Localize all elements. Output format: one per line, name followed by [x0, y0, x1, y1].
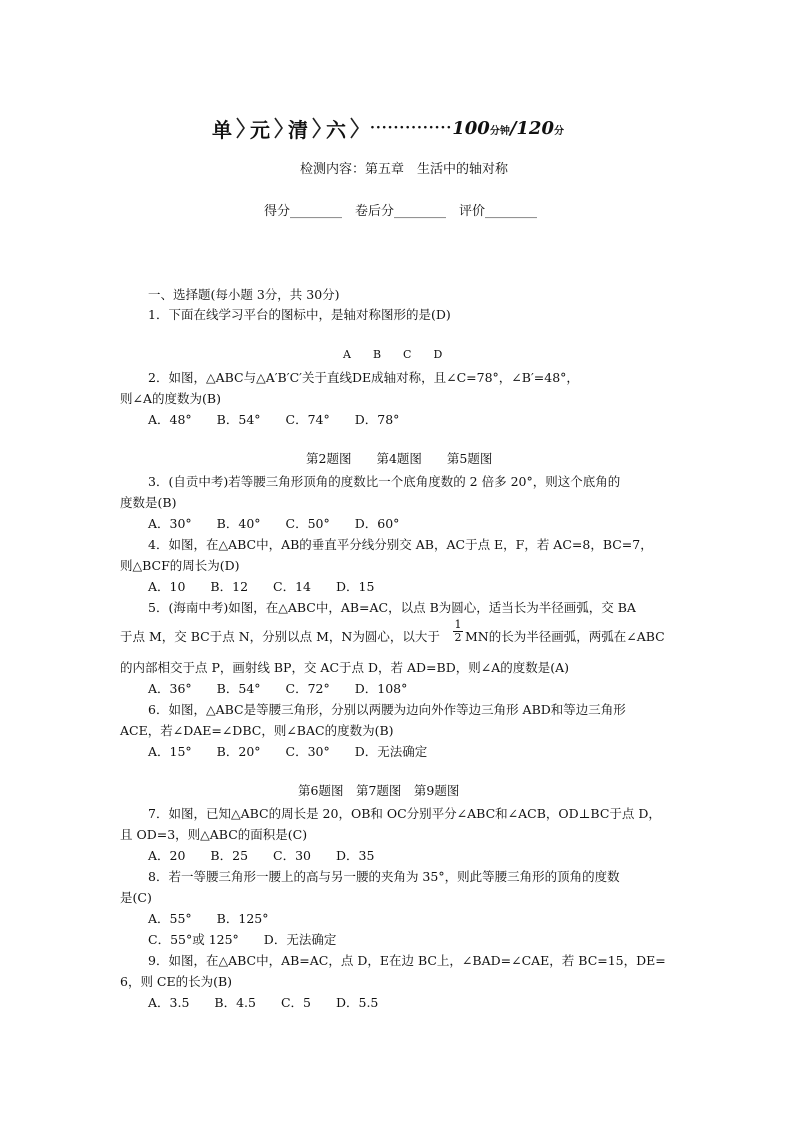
question-6-cont: ACE，若∠DAE=∠DBC，则∠BAC的度数为(B) [120, 723, 394, 738]
question-6: 6．如图，△ABC是等腰三角形，分别以两腰为边向外作等边三角形 ABD和等边三角形 [148, 702, 626, 717]
score-time-unit: 分钟 [489, 125, 510, 137]
chevron-icon [236, 116, 246, 140]
question-4-cont: 则△BCF的周长为(D) [120, 558, 240, 573]
figure-captions-2: 第6题图 第7题图 第9题图 [298, 783, 460, 798]
score-time [452, 118, 564, 139]
question-2: 2．如图，△ABC与△A′B′C′关于直线DE成轴对称，且∠C=78°，∠B′=48°， [148, 370, 579, 385]
score-time-value: 100 [452, 117, 490, 139]
section-heading: 一、选择题(每小题 3分，共 30分) [148, 287, 340, 302]
fraction [453, 619, 463, 644]
chevron-icon [350, 116, 360, 140]
score-total-unit: 分 [553, 125, 564, 137]
question-2-cont: 则∠A的度数为(B) [120, 391, 221, 406]
score-total-value: 120 [516, 117, 554, 139]
figure-captions-1: 第2题图 第4题图 第5题图 [306, 451, 493, 466]
answers-6: A．15° B．20° C．30° D．无法确定 [148, 744, 428, 759]
leader-dots: ·············· [370, 120, 453, 136]
chevron-icon [274, 116, 284, 140]
subtitle: 检测内容：第五章 生活中的轴对称 [300, 162, 509, 177]
score-sep: / [509, 117, 517, 139]
question-1: 1．下面在线学习平台的图标中，是轴对称图形的是(D) [148, 307, 451, 322]
question-7-cont: 且 OD=3，则△ABC的面积是(C) [120, 827, 308, 842]
question-5-cont-c: 的内部相交于点 P，画射线 BP，交 AC于点 D，若 AD=BD，则∠A的度数是(A) [120, 660, 570, 675]
title-char-3: 清 [288, 117, 308, 142]
question-3-cont: 度数是(B) [120, 495, 177, 510]
title-char-4: 六 [326, 117, 346, 142]
title-char-2: 元 [250, 117, 270, 142]
answers-8b: C．55°或 125° D．无法确定 [148, 932, 337, 947]
question-3: 3．(自贡中考)若等腰三角形顶角的度数比一个底角度数的 2 倍多 20°，则这个底角的 [148, 474, 621, 489]
answers-2: A．48° B．54° C．74° D．78° [148, 412, 400, 427]
answers-7: A．20 B．25 C．30 D．35 [148, 848, 375, 863]
answers-9: A．3.5 B．4.5 C．5 D．5.5 [148, 995, 379, 1010]
question-4: 4．如图，在△ABC中，AB的垂直平分线分别交 AB，AC于点 E，F，若 AC=8，BC=7， [148, 537, 653, 552]
question-7: 7．如图，已知△ABC的周长是 20，OB和 OC分别平分∠ABC和∠ACB，OD⊥BC于点 D， [148, 806, 661, 821]
question-9-cont: 6，则 CE的长为(B) [120, 974, 233, 989]
score-line: 得分________ 卷后分________ 评价________ [264, 204, 538, 219]
title-char-1: 单 [212, 117, 232, 142]
question-8-cont: 是(C) [120, 890, 152, 905]
question-5-cont-a: 于点 M，交 BC于点 N，分别以点 M，N为圆心，以大于 [120, 629, 440, 644]
answers-5: A．36° B．54° C．72° D．108° [148, 681, 408, 696]
answers-4: A．10 B．12 C．14 D．15 [148, 579, 375, 594]
question-9: 9．如图，在△ABC中，AB=AC，点 D，E在边 BC上，∠BAD=∠CAE，若 BC=15，DE= [148, 953, 666, 968]
answers-3: A．30° B．40° C．50° D．60° [148, 516, 400, 531]
fraction-denominator: 2 [454, 631, 462, 644]
chevron-icon [312, 116, 322, 140]
question-5: 5．(海南中考)如图，在△ABC中，AB=AC，以点 B为圆心，适当长为半径画弧，交 BA [148, 600, 636, 615]
question-5-cont-b: MN的长为半径画弧，两弧在∠ABC [465, 629, 665, 644]
fraction-numerator: 1 [454, 618, 462, 631]
unit-title [212, 112, 564, 144]
question-8: 8．若一等腰三角形一腰上的高与另一腰的夹角为 35°，则此等腰三角形的顶角的度数 [148, 869, 620, 884]
options-labels: A B C D [343, 348, 443, 361]
answers-8a: A．55° B．125° [148, 911, 269, 926]
